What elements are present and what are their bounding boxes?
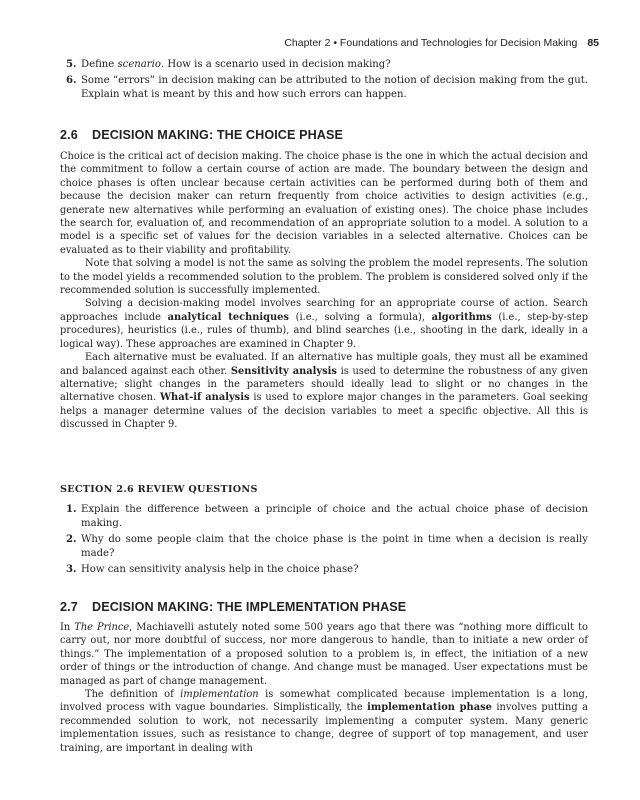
section-2-7-heading [60,600,588,614]
section-heading [60,600,588,614]
question-number: 2. [66,534,77,545]
section-title: DECISION MAKING: THE IMPLEMENTATION PHASE [92,600,407,614]
top-questions [60,58,588,104]
paragraph: The definition of implementation is somewhat complicated because implementation is a long, involved process with vague boundaries. Simplistically, the implementation phase involves putting a recommended solution to work, not necessarily implementing a computer system. Many generic implementation issues, such as resistance to change, degree of support of top management, and user training, are important in dealing with [60,689,588,754]
paragraph: Solving a decision-making model involves searching for an appropriate course of action. Search approaches include analytical techniques (i.e., solving a formula), algorithms (i.e., step-by-step procedures), heuristics (i.e., rules of thumb), and blind searches (i.e., shooting in the dark, ideally in a logical way). These approaches are examined in Chapter 9. [60,298,589,350]
emphasis-implementation: implementation [180,689,259,701]
running-title: Chapter 2 • Foundations and Technologies for Decision Making [284,37,578,49]
review-question: 1. Explain the difference between a principle of choice and the actual choice phase of decision making. [66,504,588,529]
review-question: 3. How can sensitivity analysis help in the choice phase? [66,564,359,575]
question-number: 5. [66,59,77,70]
term-algorithms: algorithms [431,311,492,323]
question-number: 3. [66,564,77,575]
paragraph: In The Prince, Machiavelli astutely noted some 500 years ago that there was “nothing more difficult to carry out, nor more doubtful of success, nor more dangerous to handle, than to initiate a new order of things.” The implementation of a proposed solution to a problem is, in effect, the initiation of a new order of things or the introduction of change. And change must be managed. User expectations must be managed as part of change management. [60,622,588,687]
section-number: 2.6 [60,128,78,142]
section-2-6-body [60,150,588,432]
book-title-the-prince: The Prince [74,622,130,633]
paragraph: Choice is the critical act of decision making. The choice phase is the one in which the actual decision and the commitment to follow a certain course of action are made. The boundary between the design and choice phases is often unclear because certain activities can be performed during both of them and because the decision maker can return frequently from choice activities to design activities (e.g., generate new alternatives while performing an evaluation of existing ones). The choice phase includes the search for, evaluation of, and recommendation of an appropriate solution to a model. A solution to a model is a specific set of values for the decision variables in a selected alternative. Choices can be evaluated as to their viability and profitability. [60,151,588,256]
term-analytical-techniques: analytical techniques [167,311,289,323]
question-6: 6. Some “errors” in decision making can be attributed to the notion of decision making from the gut. Explain what is meant by this and how such errors can happen. [66,75,588,100]
section-heading [60,128,588,142]
page-number: 85 [587,37,599,49]
paragraph: Each alternative must be evaluated. If an alternative has multiple goals, they must all be examined and balanced against each other. Sensitivity analysis is used to determine the robustness of any given alternative; slight changes in the parameters should ideally lead to slight or no changes in the alternative chosen. What-if analysis is used to explore major changes in the parameters. Goal seeking helps a manager determine values of the decision variables to meet a specific objective. All this is discussed in Chapter 9. [60,352,588,431]
question-number: 6. [66,75,77,86]
section-2-7-body [60,621,588,755]
term-sensitivity-analysis: Sensitivity analysis [230,365,337,377]
section-title: DECISION MAKING: THE CHOICE PHASE [92,128,343,142]
review-questions [60,503,588,579]
question-number: 1. [66,504,77,515]
review-question: 2. Why do some people claim that the choice phase is the point in time when a decision is really made? [66,534,588,559]
running-header [284,37,599,49]
term-what-if-analysis: What-if analysis [159,392,250,404]
emphasis-scenario: scenario [117,59,161,70]
question-5: 5. Define scenario. How is a scenario used in decision making? [66,59,391,70]
term-implementation-phase: implementation phase [367,702,492,714]
section-number: 2.7 [60,600,78,614]
review-questions-title-block [60,484,588,495]
section-2-6-heading [60,128,588,142]
paragraph: Note that solving a model is not the same as solving the problem the model represents. The solution to the model yields a recommended solution to the problem. The problem is considered solved only if the recommended solution is successfully implemented. [60,258,588,297]
review-questions-title: SECTION 2.6 REVIEW QUESTIONS [60,484,258,495]
